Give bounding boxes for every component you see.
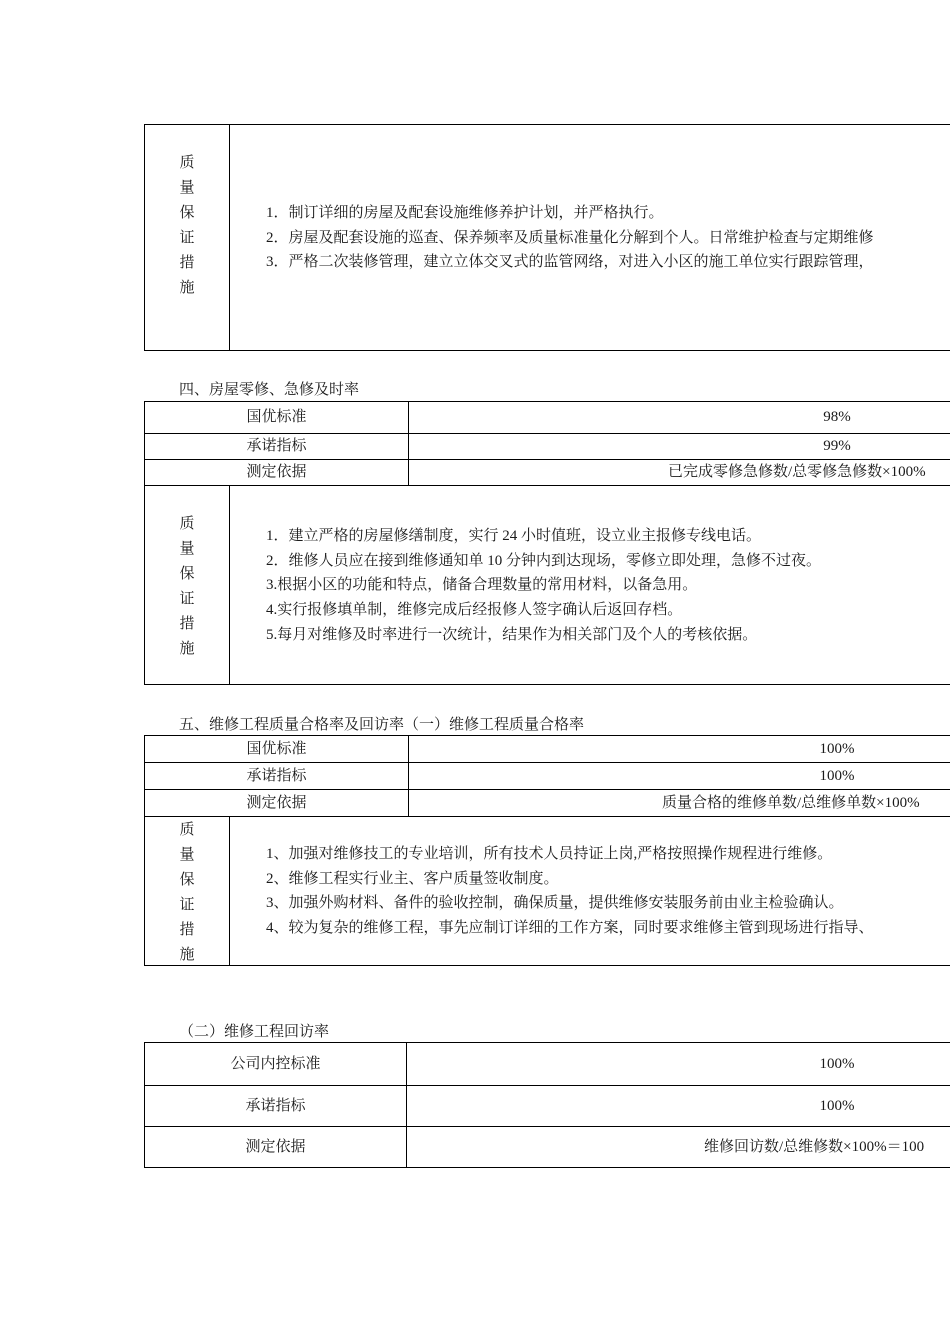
table-row-label: 承诺指标	[245, 1098, 306, 1114]
table-row-label: 测定依据	[246, 795, 307, 811]
list-item: 5.每月对维修及时率进行一次统计，结果作为相关部门及个人的考核依据。	[266, 626, 758, 643]
measures-list	[266, 524, 821, 648]
table-row-label: 测定依据	[245, 1139, 306, 1155]
list-item: 1．建立严格的房屋修缮制度，实行 24 小时值班，设立业主报修专线电话。	[266, 528, 762, 544]
table-row-label: 测定依据	[246, 464, 307, 480]
measures-list	[266, 842, 874, 941]
table-row-value: 98%	[823, 409, 851, 425]
table-row-label: 公司内控标准	[230, 1056, 321, 1072]
table-row-label: 国优标准	[246, 741, 307, 757]
table-row-value: 100%	[819, 741, 855, 757]
quality-assurance-label: 质 量 保 证 措 施	[179, 516, 195, 657]
table-row-value: 质量合格的维修单数/总维修单数×100%	[662, 795, 920, 811]
list-item: 3．严格二次装修管理，建立立体交叉式的监管网络，对进入小区的施工单位实行跟踪管理，	[266, 254, 874, 271]
list-item: 2、维修工程实行业主、客户质量签收制度。	[266, 870, 559, 887]
table-row-label: 承诺指标	[246, 768, 307, 784]
list-item: 3、加强外购材料、备件的验收控制，确保质量，提供维修安装服务前由业主检验确认。	[266, 895, 844, 912]
section-heading: 五、维修工程质量合格率及回访率（一）维修工程质量合格率	[179, 717, 585, 733]
list-item: 4.实行报修填单制，维修完成后经报修人签字确认后返回存档。	[266, 602, 683, 619]
list-item: 2．房屋及配套设施的巡查、保养频率及质量标准量化分解到个人。日常维护检查与定期维修	[266, 229, 874, 246]
measures-list	[266, 201, 874, 275]
table-row-label: 国优标准	[246, 409, 307, 425]
table-row-value: 已完成零修急修数/总零修急修数×100%	[668, 464, 926, 480]
table-row-value: 100%	[819, 1098, 855, 1114]
section-heading: 四、房屋零修、急修及时率	[179, 382, 360, 398]
list-item: 1、加强对维修技工的专业培训，所有技术人员持证上岗,严格按照操作规程进行维修。	[266, 846, 833, 862]
list-item: 4、较为复杂的维修工程，事先应制订详细的工作方案，同时要求维修主管到现场进行指导、	[266, 920, 874, 937]
table-row-value: 100%	[819, 1056, 855, 1072]
list-item: 2．维修人员应在接到维修通知单 10 分钟内到达现场，零修立即处理，急修不过夜。	[266, 552, 822, 569]
list-item: 3.根据小区的功能和特点，储备合理数量的常用材料，以备急用。	[266, 577, 698, 594]
list-item: 1．制订详细的房屋及配套设施维修养护计划，并严格执行。	[266, 205, 664, 221]
section-heading: （二）维修工程回访率	[179, 1024, 330, 1040]
table-row-value: 维修回访数/总维修数×100%＝100	[704, 1139, 925, 1155]
table-row-label: 承诺指标	[246, 438, 307, 454]
table-row-value: 100%	[819, 768, 855, 784]
quality-assurance-label: 质 量 保 证 措 施	[179, 822, 195, 963]
quality-assurance-label: 质 量 保 证 措 施	[179, 155, 195, 296]
table-row-value: 99%	[823, 438, 851, 454]
